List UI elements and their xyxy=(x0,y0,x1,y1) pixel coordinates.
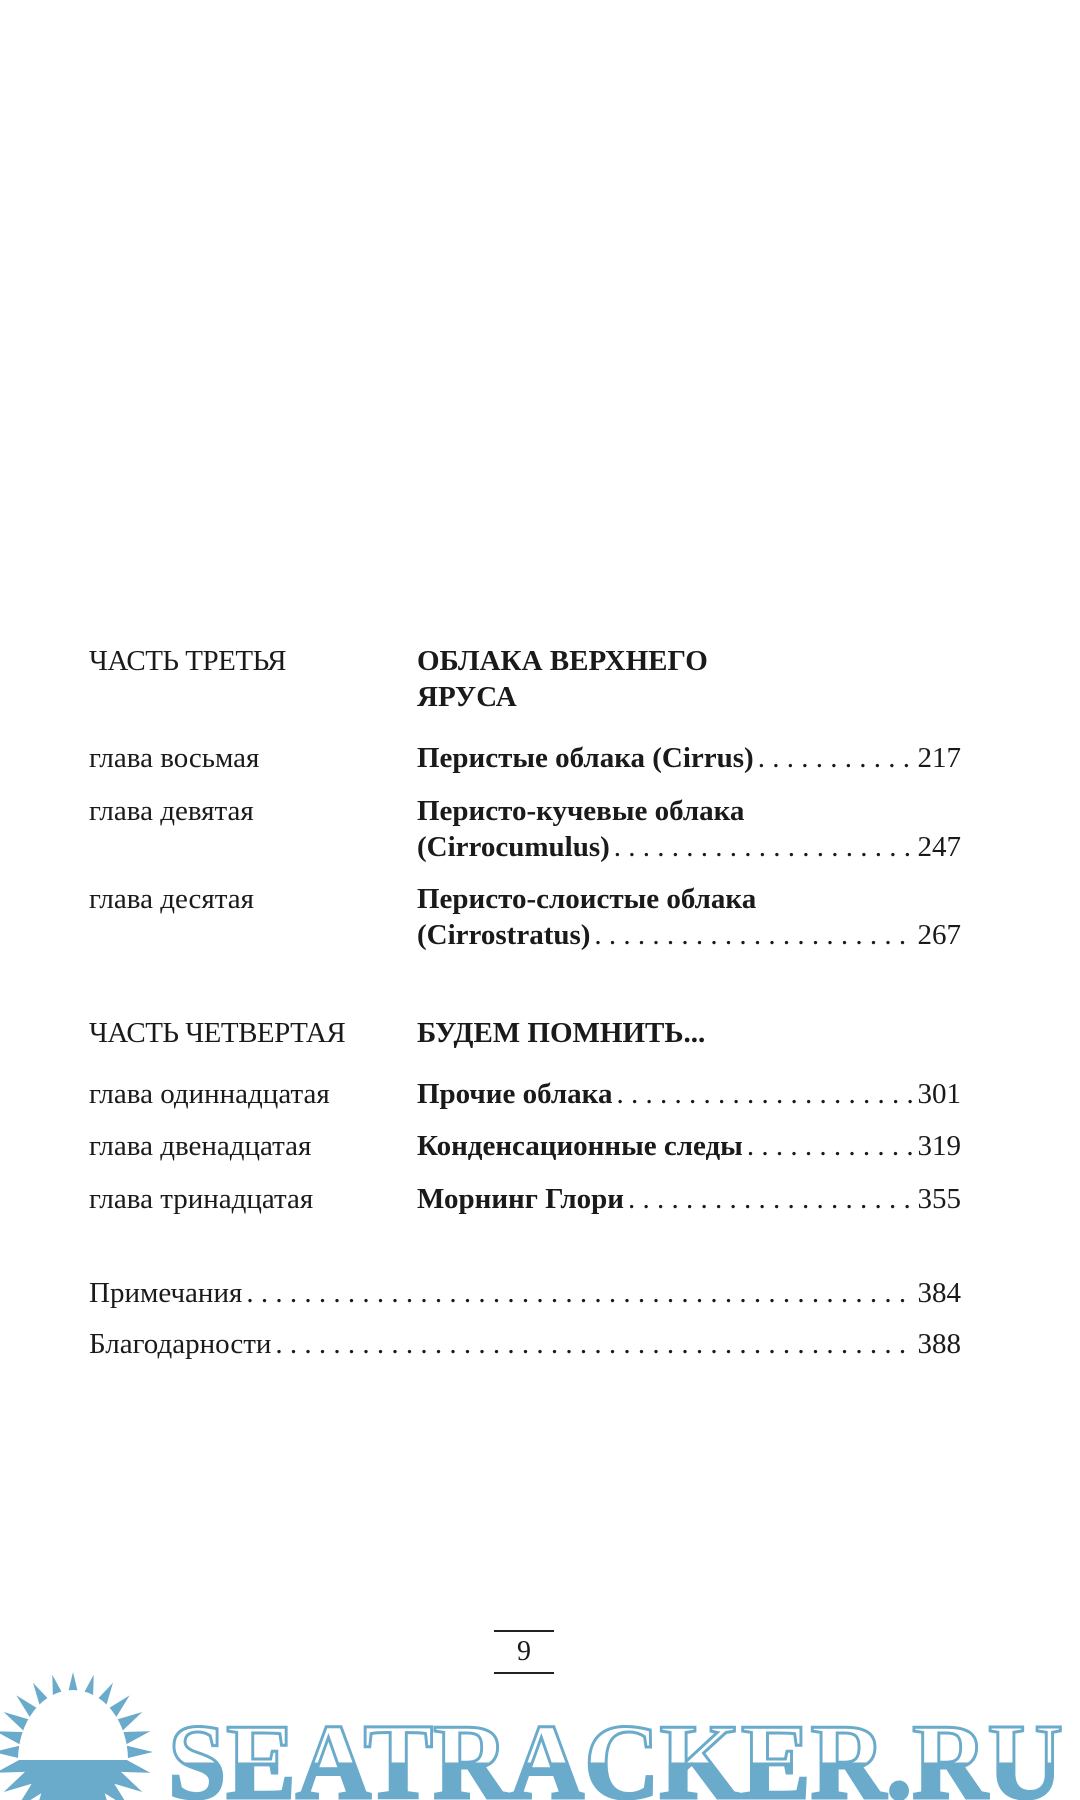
chapter-title: (Cirrocumulus) xyxy=(417,831,610,863)
page-number xyxy=(490,1630,558,1674)
chapter-label: глава одиннадцатая xyxy=(89,1078,330,1110)
dot-leader xyxy=(594,917,913,953)
chapter-label: глава двенадцатая xyxy=(89,1130,312,1162)
chapter-title: (Cirrostratus) xyxy=(417,919,591,951)
sun-icon xyxy=(0,1672,153,1800)
section-title: Примечания xyxy=(89,1277,243,1309)
toc-entry-notes[interactable] xyxy=(89,1275,961,1311)
page-ref: 267 xyxy=(917,919,961,951)
dot-leader xyxy=(275,1326,913,1362)
chapter-title: Конденсационные следы xyxy=(417,1130,743,1162)
page-ref: 301 xyxy=(917,1078,961,1110)
divider xyxy=(494,1672,554,1674)
page-ref: 247 xyxy=(917,831,961,863)
page-ref: 388 xyxy=(917,1328,961,1360)
dot-leader xyxy=(747,1128,914,1164)
part-title-line: ОБЛАКА ВЕРХНЕГО xyxy=(417,645,708,677)
part-title: БУДЕМ ПОМНИТЬ... xyxy=(417,1017,706,1049)
page-ref: 355 xyxy=(917,1183,961,1215)
section-title: Благодарности xyxy=(89,1328,272,1360)
toc-entry-acknowledgements[interactable] xyxy=(89,1326,961,1362)
chapter-label: глава девятая xyxy=(89,795,254,827)
chapter-title: Перисто-кучевые облака xyxy=(417,795,745,827)
chapter-label: глава десятая xyxy=(89,883,254,915)
part-title xyxy=(417,643,961,715)
page-ref: 319 xyxy=(917,1130,961,1162)
dot-leader xyxy=(628,1181,914,1217)
page-number-text: 9 xyxy=(517,1636,531,1667)
chapter-label: глава тринадцатая xyxy=(89,1183,314,1215)
chapter-title: Прочие облака xyxy=(417,1078,613,1110)
dot-leader xyxy=(616,1076,913,1112)
page-ref: 217 xyxy=(917,742,961,774)
chapter-title: Перисто-слоистые облака xyxy=(417,883,757,915)
part-label: ЧАСТЬ ЧЕТВЕРТАЯ xyxy=(89,1017,346,1049)
watermark-text: SEATRACKER.RU xyxy=(168,1703,1063,1800)
page-ref: 384 xyxy=(917,1277,961,1309)
part-label: ЧАСТЬ ТРЕТЬЯ xyxy=(89,645,287,677)
chapter-label: глава восьмая xyxy=(89,742,260,774)
dot-leader xyxy=(758,740,914,776)
dot-leader xyxy=(246,1275,913,1311)
dot-leader xyxy=(614,829,914,865)
chapter-title: Морнинг Глори xyxy=(417,1183,624,1215)
part-title-line: ЯРУСА xyxy=(417,681,517,713)
chapter-title: Перистые облака (Cirrus) xyxy=(417,742,754,774)
